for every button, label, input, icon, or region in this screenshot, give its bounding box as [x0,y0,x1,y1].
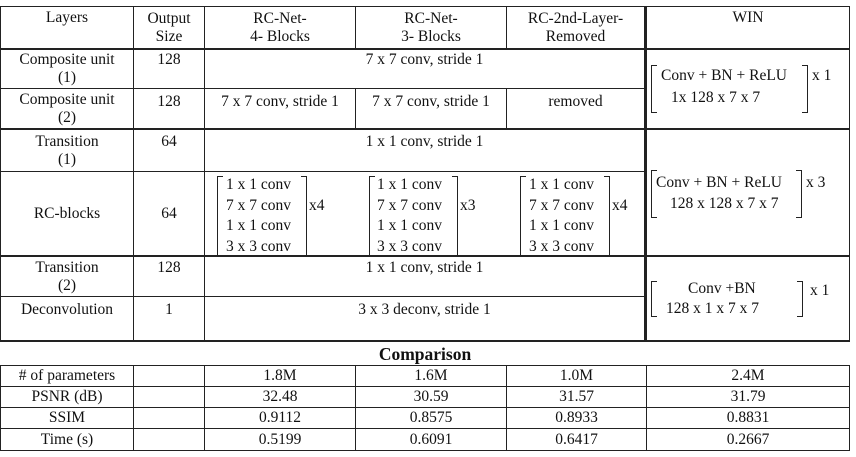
win1-bracket-right [802,65,808,113]
cmp-params-rc4: 1.8M [263,367,297,384]
row-deconv-name: Deconvolution [20,301,114,318]
row-composite2-rc3: 7 x 7 conv, stride 1 [372,93,490,110]
row-composite1-name: Composite unit (1) [19,50,115,86]
cmp-time-win: 0.2667 [726,430,770,448]
cmp-params-rc3: 1.6M [414,367,448,384]
cmp-ssim-label: SSIM [48,409,86,426]
row-deconv-content: 3 x 3 deconv, stride 1 [358,301,491,318]
rc3-bracket-right [452,176,458,256]
vrule-c-right [849,365,850,450]
vrule-win [644,6,647,340]
rc4-bracket-right [301,176,307,256]
row-composite2-name: Composite unit (2) [19,90,115,126]
win1-mult: x 1 [812,67,832,84]
win2-mult: x 3 [806,174,826,191]
row-transition1-name: Transition (1) [35,132,99,168]
cmp-ssim-rc2: 0.8933 [555,409,598,426]
cmp-psnr-label: PSNR (dB) [31,388,103,405]
header-rc-net-3: RC-Net- 3- Blocks [401,9,461,45]
win3-line2: 128 x 1 x 7 x 7 [666,300,759,317]
row-transition1-size: 64 [161,133,177,150]
win1-line2: 1x 128 x 7 x 7 [671,89,761,106]
vrule-right [849,6,850,340]
row-composite1-size: 128 [157,51,181,68]
win3-mult: x 1 [810,282,830,299]
win3-bracket-right [797,281,803,317]
win2-bracket-right [796,170,802,218]
row-transition1-content: 1 x 1 conv, stride 1 [365,133,484,150]
cmp-ssim-rc4: 0.9112 [258,409,302,426]
win3-line1: Conv +BN [688,280,756,297]
header-rc-2nd-removed: RC-2nd-Layer- Removed [527,9,624,45]
cmp-time-rc3: 0.6091 [409,430,453,448]
cmp-params-label: # of parameters [18,367,116,384]
rc4-block-lines: 1 x 1 conv 7 x 7 conv 1 x 1 conv 3 x 3 conv [226,176,292,255]
header-win: WIN [732,9,764,26]
rc4-block-mult: x4 [309,197,325,214]
header-layers: Layers [45,9,89,26]
win1-line1: Conv + BN + ReLU [661,67,787,84]
rc3-bracket-left [369,176,375,256]
rc4-bracket-left [217,176,223,256]
cmp-psnr-rc2: 31.57 [559,388,594,405]
rc2-block-lines: 1 x 1 conv 7 x 7 conv 1 x 1 conv 3 x 3 conv [529,176,595,255]
rc2-bracket-right [604,176,610,256]
vrule-c-layers [133,365,134,450]
row-composite2-rc4: 7 x 7 conv, stride 1 [221,93,339,110]
row-transition2-content: 1 x 1 conv, stride 1 [365,259,484,276]
row-rcblocks-name: RC-blocks [33,204,101,222]
cmp-ssim-rc3: 0.8575 [409,409,453,426]
row-deconv-size: 1 [165,301,173,318]
row-composite2-size: 128 [157,93,181,110]
row-composite2-rc2: removed [548,93,603,110]
win2-line2: 128 x 128 x 7 x 7 [670,195,779,212]
win1-bracket-left [651,65,657,113]
cmp-time-rc2: 0.6417 [555,430,598,448]
win2-line1: Conv + BN + ReLU [656,174,782,191]
header-output-size: Output Size [147,9,191,45]
rc3-block-lines: 1 x 1 conv 7 x 7 conv 1 x 1 conv 3 x 3 conv [377,176,443,255]
row-transition2-name: Transition (2) [35,258,99,294]
header-rc-net-4: RC-Net- 4- Blocks [250,9,310,45]
cmp-time-label: Time (s) [40,430,94,448]
cmp-params-rc2: 1.0M [559,367,594,384]
row-rcblocks-size: 64 [161,204,177,222]
win3-bracket-left [651,281,657,317]
row-transition2-size: 128 [157,259,181,276]
rc3-block-mult: x3 [460,197,476,214]
cmp-psnr-rc4: 32.48 [262,388,298,405]
rc2-block-mult: x4 [612,197,628,214]
cmp-psnr-win: 31.79 [730,388,766,405]
cmp-psnr-rc3: 30.59 [413,388,449,405]
cmp-ssim-win: 0.8831 [726,409,770,426]
comparison-title: Comparison [378,343,472,364]
rule-bottom [0,450,850,451]
row-composite1-content: 7 x 7 conv, stride 1 [365,51,484,68]
cmp-time-rc4: 0.5199 [258,430,302,448]
cmp-params-win: 2.4M [731,367,765,384]
rc2-bracket-left [520,176,526,256]
